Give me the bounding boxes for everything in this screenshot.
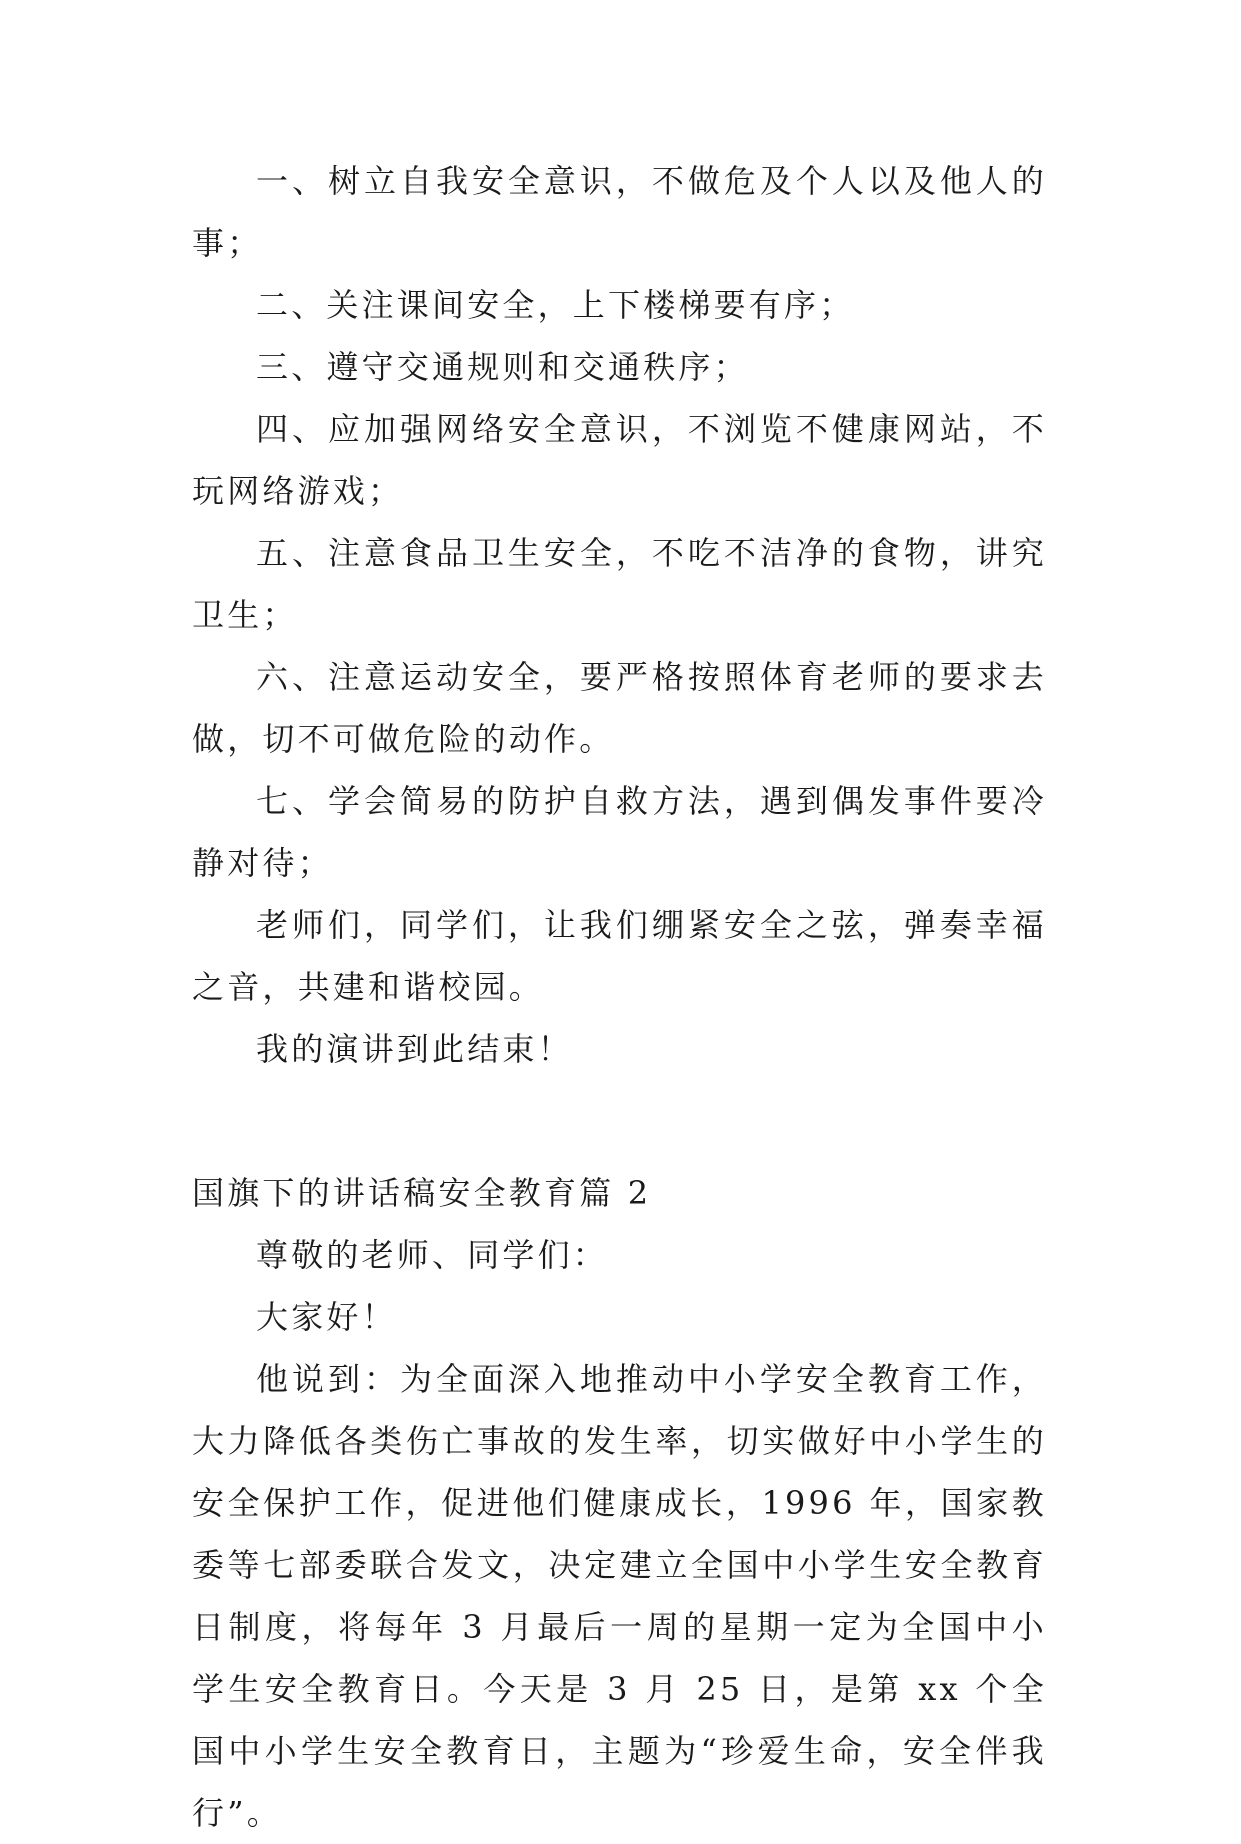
paragraph-rule-6: 六、注意运动安全，要严格按照体育老师的要求去做，切不可做危险的动作。 xyxy=(192,658,1047,758)
paragraph-greeting: 大家好！ xyxy=(256,1298,397,1336)
paragraph-rule-7: 七、学会简易的防护自救方法，遇到偶发事件要冷静对待； xyxy=(192,782,1047,882)
paragraph-rule-1: 一、树立自我安全意识，不做危及个人以及他人的事； xyxy=(192,162,1047,262)
paragraph-body: 他说到：为全面深入地推动中小学安全教育工作，大力降低各类伤亡事故的发生率，切实做好中小学生的安全保护工作，促进他们健康成长，1996 年，国家教委等七部委联合发文，决定建立全国中小学生安全教育日制度，将每年 3 月最后一周的星期一定为全国中小学生安全教育日。今天是 3 月 25 日，是第 xx 个全国中小学生安全教育日，主题为“珍爱生命，安全伴我行”。 xyxy=(192,1360,1047,1832)
paragraph-greeting-audience: 尊敬的老师、同学们： xyxy=(256,1236,609,1274)
paragraph-rule-5: 五、注意食品卫生安全，不吃不洁净的食物，讲究卫生； xyxy=(192,534,1047,634)
paragraph-rule-2: 二、关注课间安全，上下楼梯要有序； xyxy=(256,286,855,324)
paragraph-rule-3: 三、遵守交通规则和交通秩序； xyxy=(256,348,749,386)
paragraph-rule-4: 四、应加强网络安全意识，不浏览不健康网站，不玩网络游戏； xyxy=(192,410,1047,510)
document-page xyxy=(192,150,1047,1844)
section-title: 国旗下的讲话稿安全教育篇 2 xyxy=(192,1174,652,1212)
section-spacer xyxy=(192,1080,1047,1162)
paragraph-end: 我的演讲到此结束！ xyxy=(256,1030,573,1068)
paragraph-closing: 老师们，同学们，让我们绷紧安全之弦，弹奏幸福之音，共建和谐校园。 xyxy=(192,906,1047,1006)
